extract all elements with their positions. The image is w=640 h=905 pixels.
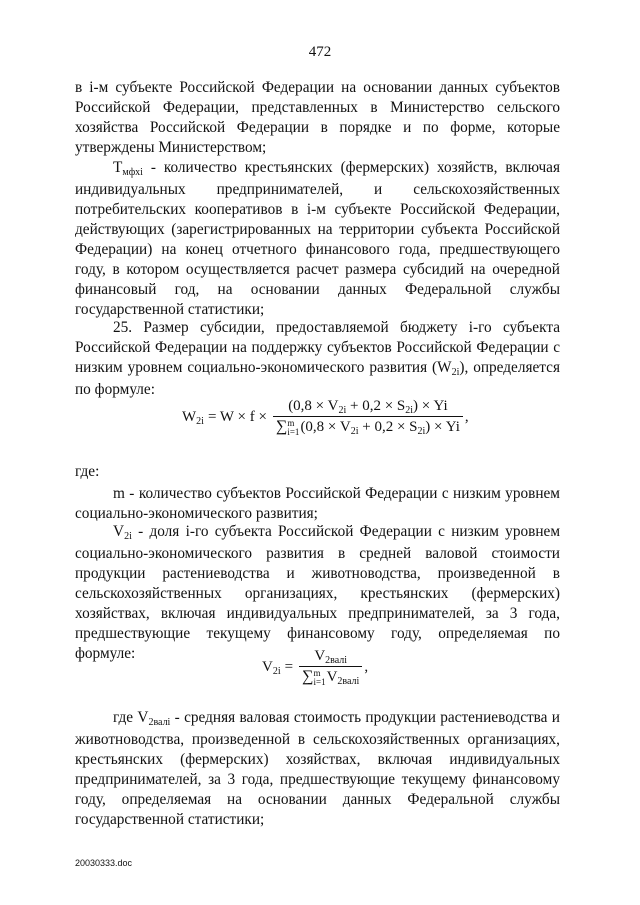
formula1-numerator (285, 398, 450, 416)
formula2-numerator (311, 648, 350, 666)
formula-v2i (262, 648, 368, 687)
formula1-sum-sign: ∑ (275, 418, 288, 435)
formula1-sum-bottom: i=1 (287, 426, 300, 437)
formula1-lhs (182, 409, 204, 426)
v-symbol: V (113, 523, 125, 540)
item-25-sub: 2i (451, 367, 460, 378)
paragraph-top-text: в i-м субъекте Российской Федерации на основании данных субъектов Российской Федерации, представленных в Министерство сельского хозяйства Российской Федерации в порядке и по форме, которые утверждены Министерством; (75, 79, 560, 156)
t-definition-text (75, 158, 560, 320)
v-definition-text (75, 522, 560, 664)
formula2-lhs (262, 659, 281, 676)
formula2-den-base: V (326, 669, 338, 685)
formula1-den-sub2: 2i (417, 426, 426, 437)
formula1-trailing-comma: , (464, 408, 469, 425)
v-description: - доля i-го субъекта Российской Федерации с низким уровнем социально-экономического развития в средней валовой стоимости продукции растениеводства и животноводства, произведенной в сельскохозяйственных организациях, крестьянских (фермерских) хозяйствах, включая индивидуальных предпринимателей, за 3 года, предшествующие текущему финансовому году, определяемая по формуле: (75, 523, 560, 662)
formula1-sum-top: m (287, 417, 295, 428)
page-number: 472 (308, 44, 332, 60)
vval-definition-text (75, 708, 560, 830)
formula2-fraction (299, 648, 362, 687)
document-filename: 20030333.doc (75, 858, 133, 868)
formula2-equals: = (284, 658, 294, 675)
formula1-lhs-base: W (182, 408, 197, 425)
formula1-num-sub2: 2i (405, 405, 414, 416)
paragraph-m-definition (75, 484, 560, 524)
formula1-den-mid: + 0,2 × S (358, 419, 418, 435)
formula1-sum-limits (287, 419, 299, 437)
paragraph-v-definition (75, 522, 560, 664)
formula1-num-close: ) × Yi (413, 398, 448, 414)
t-subscript: мфхi (122, 167, 143, 178)
formula2-denominator (299, 666, 362, 687)
formula1-lhs-sub: 2i (196, 415, 204, 427)
v-subscript: 2i (124, 531, 132, 542)
formula1-denominator (273, 416, 463, 437)
where-label: где: (75, 463, 100, 480)
formula2-sum-top: m (313, 667, 321, 678)
item-25-before: 25. Размер субсидии, предоставляемой бюджету i-го субъекта Российской Федерации на поддержку субъектов Российской Федерации с низким уровнем социально-экономического развития (W (75, 319, 560, 376)
paragraph-item-25 (75, 318, 560, 400)
item-25-after: ), определяется по формуле: (75, 359, 560, 398)
t-description: - количество крестьянских (фермерских) хозяйств, включая индивидуальных предпринимателей, и сельскохозяйственных потребительских кооперативов в i-м субъекте Российской Федерации, действующих (зарегистрированных на территории субъекта Российской Федерации) на конец отчетного финансового года, предшествующего году, в котором осуществляется расчет размера субсидий на очередной финансовый год, на основании данных Федеральной службы государственной статистики; (75, 159, 560, 318)
formula2-num-base: V (314, 648, 326, 664)
paragraph-t-definition (75, 158, 560, 320)
formula2-sum-bottom: i=1 (313, 676, 326, 687)
where-label-block (75, 462, 560, 482)
item-25-text (75, 318, 560, 400)
formula1-equals: = W × f × (207, 408, 267, 425)
formula2-sum-sign: ∑ (302, 668, 314, 685)
vval-prefix: где V (113, 709, 149, 726)
vval-subscript: 2валi (148, 717, 171, 728)
t-symbol: Т (113, 159, 123, 176)
m-definition-text: m - количество субъектов Российской Федерации с низким уровнем социально-экономического развития; (75, 485, 560, 522)
vval-description: - средняя валовая стоимость продукции растениеводства и животноводства, произведенной в сельскохозяйственных организациях, крестьянских (фермерских) хозяйствах, включая индивидуальных предпринимателей, за 3 года, предшествующие текущему финансовому году, определяемая на основании данных Федеральной службы государственной статистики; (75, 709, 560, 828)
formula-w2i (182, 398, 469, 437)
formula2-sum-limits (314, 669, 326, 687)
formula2-den-sub: 2валi (337, 676, 360, 687)
formula1-den-sub1: 2i (350, 426, 359, 437)
formula1-num-mid: + 0,2 × S (346, 398, 406, 414)
formula2-lhs-base: V (262, 658, 273, 675)
formula1-den-open: (0,8 × V (300, 419, 351, 435)
formula1-fraction (273, 398, 463, 437)
formula1-num-open: (0,8 × V (288, 398, 339, 414)
paragraph-top (75, 78, 560, 158)
formula2-lhs-sub: 2i (272, 665, 281, 677)
formula1-num-sub1: 2i (338, 405, 347, 416)
formula2-num-sub: 2валi (325, 655, 348, 666)
formula2-trailing-comma: , (364, 658, 369, 675)
formula1-den-close: ) × Yi (425, 419, 460, 435)
paragraph-vval-definition (75, 708, 560, 830)
